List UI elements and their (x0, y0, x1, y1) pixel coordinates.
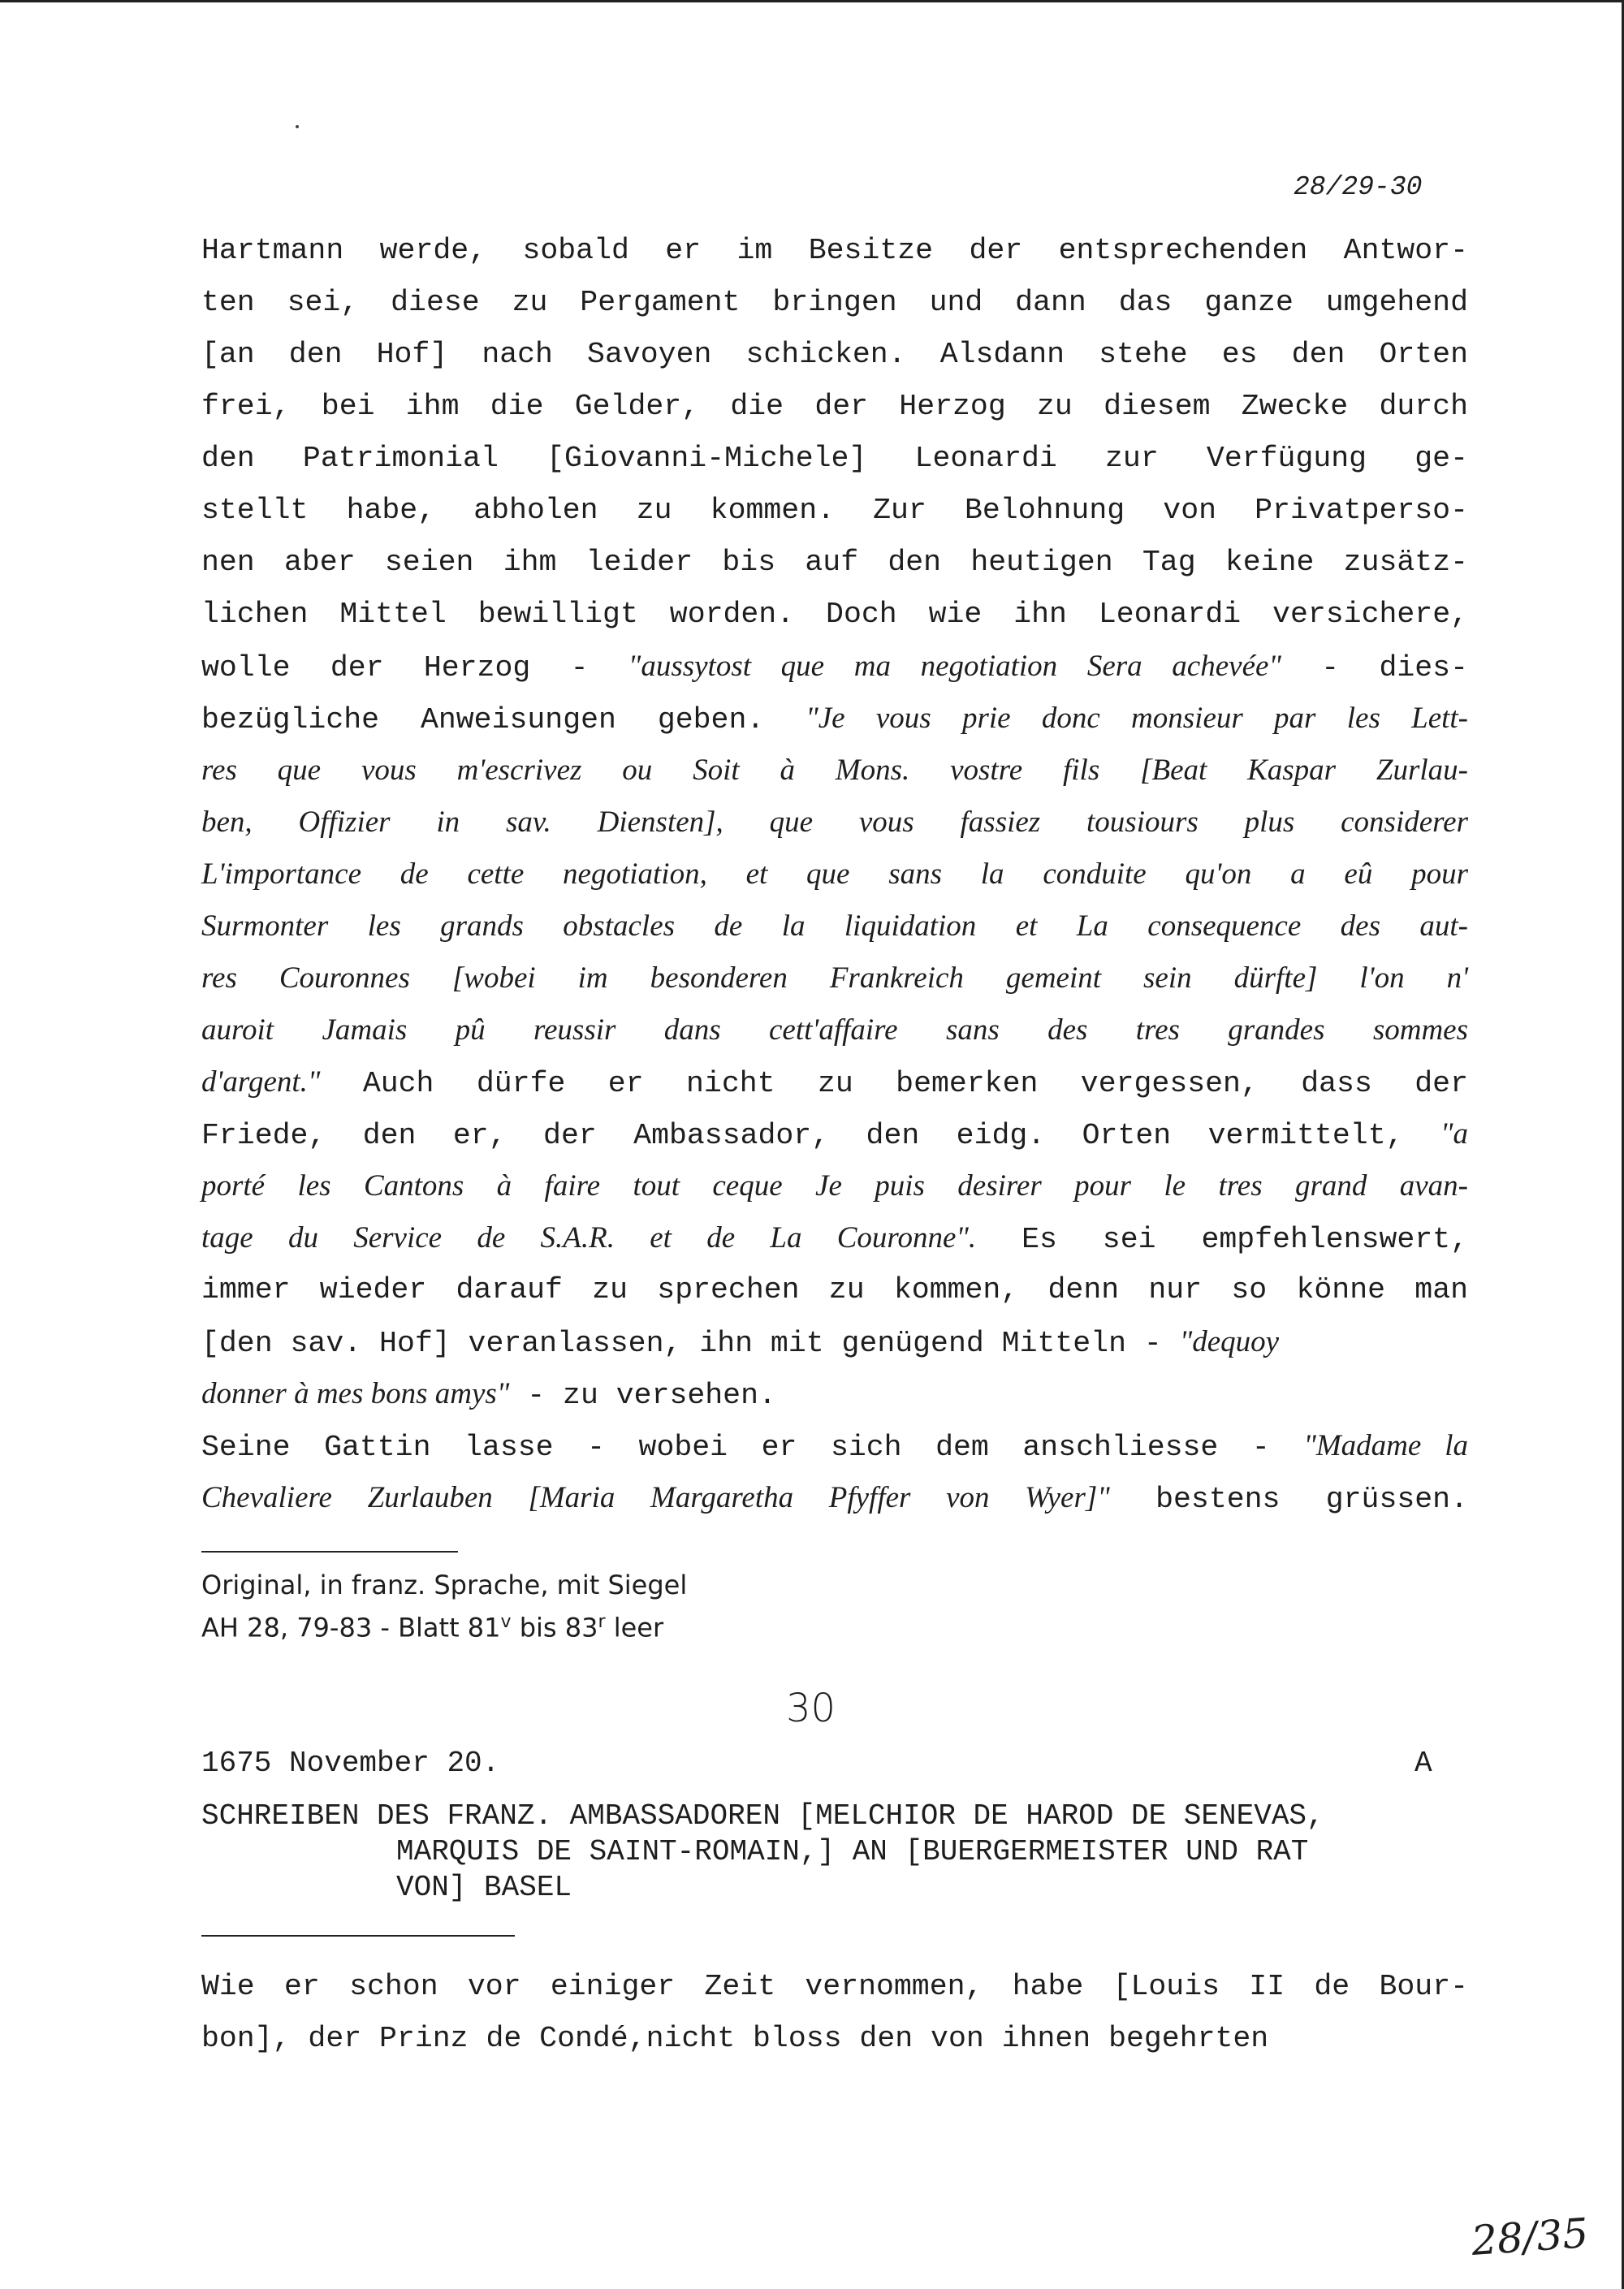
body-line (201, 849, 1468, 900)
body-text-segment: Friede, den er, der Ambassador, den eidg. Orten vermittelt, (201, 1119, 1440, 1152)
body-text (201, 225, 1468, 1524)
document-mark: A (1415, 1747, 1432, 1780)
body-line (201, 329, 1468, 381)
body-line (201, 1004, 1468, 1056)
quoted-french-text: porté les Cantons à faire tout ceque Je puis desirer pour le tres grand avan- (201, 1169, 1468, 1203)
body-line (201, 381, 1468, 433)
quoted-french-text: res que vous m'escrivez ou Soit à Mons. vostre fils [Beat Kaspar Zurlau- (201, 754, 1468, 787)
body-line (201, 1472, 1468, 1524)
heading-divider (201, 1935, 515, 1937)
document-number: 30 (786, 1686, 836, 1731)
scan-speck (296, 125, 299, 128)
body-text-segment: Seine Gattin lasse - wobei er sich dem anschliesse - (201, 1431, 1304, 1464)
body-line (201, 1316, 1468, 1368)
source-note-line-1: Original, in franz. Sprache, mit Siegel (201, 1570, 688, 1600)
body-line (201, 1160, 1468, 1212)
heading-line: VON] BASEL (396, 1871, 572, 1904)
body-text-segment: immer wieder darauf zu sprechen zu kommen, denn nur so könne man (201, 1273, 1468, 1306)
body-text-segment: - dies- (1281, 651, 1468, 685)
quoted-french-text: tage du Service de S.A.R. et de La Couronne". (201, 1221, 977, 1255)
body-line (201, 745, 1468, 797)
body-text-segment: [den sav. Hof] veranlassen, ihn mit genügend Mitteln - (201, 1327, 1180, 1360)
body-line (201, 537, 1468, 589)
body-text-segment: nen aber seien ihm leider bis auf den heutigen Tag keine zusätz- (201, 546, 1468, 579)
body-text-segment: den Patrimonial [Giovanni-Michele] Leonardi zur Verfügung ge- (201, 442, 1468, 475)
summary-line: bon], der Prinz de Condé,nicht bloss den von ihnen begehrten (201, 2022, 1269, 2055)
body-text-segment: ten sei, diese zu Pergament bringen und dann das ganze umgehend (201, 286, 1468, 319)
heading-line: MARQUIS DE SAINT-ROMAIN,] AN [BUERGERMEISTER UND RAT (396, 1835, 1309, 1868)
body-line (201, 1212, 1468, 1264)
body-text-segment: wolle der Herzog - (201, 651, 628, 685)
body-line (201, 1056, 1468, 1108)
body-line (201, 1108, 1468, 1160)
body-text-segment: - zu versehen. (509, 1379, 776, 1412)
body-line (201, 225, 1468, 277)
quoted-french-text: auroit Jamais pû reussir dans cett'affaire sans des tres grandes sommes (201, 1013, 1468, 1047)
quoted-french-text: d'argent." (201, 1065, 321, 1099)
quoted-french-text: Chevaliere Zurlauben [Maria Margaretha Pfyffer von Wyer]" (201, 1481, 1110, 1514)
body-line (201, 277, 1468, 329)
body-line (201, 952, 1468, 1004)
quoted-french-text: "Madame la (1303, 1429, 1469, 1462)
quoted-french-text: "a (1440, 1117, 1468, 1151)
body-line (201, 797, 1468, 849)
summary-line: Wie er schon vor einiger Zeit vernommen, habe [Louis II de Bour- (201, 1970, 1468, 2003)
body-line (201, 693, 1468, 745)
summary-text (201, 1961, 1468, 2065)
quoted-french-text: L'importance de cette negotiation, et que sans la conduite qu'on a eû pour (201, 857, 1468, 891)
footnote-divider (201, 1551, 458, 1553)
body-text-segment: Hartmann werde, sobald er im Besitze der entsprechenden Antwor- (201, 234, 1468, 267)
body-text-segment: Es sei empfehlenswert, (976, 1223, 1468, 1256)
quoted-french-text: Surmonter les grands obstacles de la liquidation et La consequence des aut- (201, 909, 1468, 943)
body-line (201, 1368, 1468, 1420)
body-line (201, 641, 1468, 693)
body-line (201, 1264, 1468, 1316)
quoted-french-text: "Je vous prie donc monsieur par les Lett- (806, 702, 1468, 735)
quoted-french-text: ben, Offizier in sav. Diensten], que vous fassiez tousiours plus considerer (201, 805, 1468, 839)
quoted-french-text: "aussytost que ma negotiation Sera achevée" (628, 650, 1281, 683)
body-text-segment: lichen Mittel bewilligt worden. Doch wie ihn Leonardi versichere, (201, 598, 1468, 631)
quoted-french-text: "dequoy (1179, 1325, 1280, 1358)
body-text-segment: frei, bei ihm die Gelder, die der Herzog zu diesem Zwecke durch (201, 390, 1468, 423)
page-reference: 28/29-30 (1294, 172, 1423, 202)
body-line (201, 433, 1468, 485)
body-text-segment: Auch dürfe er nicht zu bemerken vergessen, dass der (320, 1067, 1468, 1100)
body-text-segment: bezügliche Anweisungen geben. (201, 703, 806, 736)
body-line (201, 589, 1468, 641)
quoted-french-text: donner à mes bons amys" (201, 1377, 510, 1410)
source-note-line-2: AH 28, 79-83 - Blatt 81$^v$ bis 83$^r$ leer (201, 1612, 664, 1643)
body-line (201, 1420, 1468, 1472)
document-heading (201, 1799, 1324, 1906)
scan-border-top (0, 0, 1624, 2)
document-date: 1675 November 20. (201, 1747, 500, 1780)
quoted-french-text: res Couronnes [wobei im besonderen Frankreich gemeint sein dürfte] l'on n' (201, 961, 1468, 995)
body-line (201, 900, 1468, 952)
body-text-segment: [an den Hof] nach Savoyen schicken. Alsdann stehe es den Orten (201, 338, 1468, 371)
heading-line: SCHREIBEN DES FRANZ. AMBASSADOREN [MELCHIOR DE HAROD DE SENEVAS, (201, 1799, 1324, 1833)
source-note (201, 1567, 687, 1647)
body-line (201, 485, 1468, 537)
handwritten-reference: 28/35 (1470, 2209, 1590, 2265)
body-text-segment: bestens grüssen. (1109, 1483, 1468, 1516)
body-text-segment: stellt habe, abholen zu kommen. Zur Belohnung von Privatperso- (201, 494, 1468, 527)
